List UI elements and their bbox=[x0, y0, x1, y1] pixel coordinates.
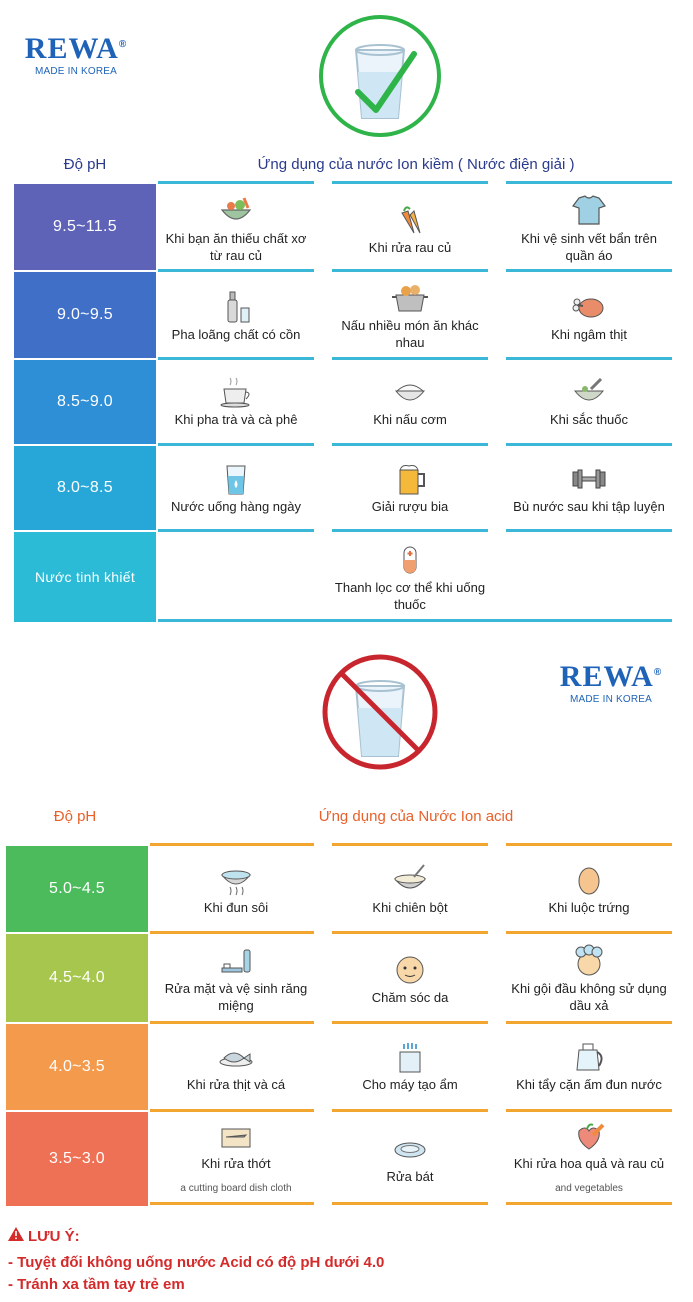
warning-icon bbox=[8, 1227, 24, 1245]
divider bbox=[332, 181, 488, 184]
divider bbox=[332, 529, 488, 532]
cooking-pot-icon bbox=[390, 281, 430, 315]
cell-note: a cutting board dish cloth bbox=[180, 1183, 292, 1194]
warning-title-text: LƯU Ý: bbox=[28, 1227, 80, 1245]
steaming-bowl-icon bbox=[216, 863, 256, 897]
alkaline-cell-clothes bbox=[506, 190, 672, 268]
toothbrush-icon bbox=[216, 944, 256, 978]
cell-text: Nước uống hàng ngày bbox=[171, 498, 301, 514]
divider bbox=[332, 269, 488, 272]
alkaline-cell-tea bbox=[158, 362, 314, 440]
acid-cell-hair bbox=[506, 938, 672, 1020]
warning-line: - Tránh xa tầm tay trẻ em bbox=[8, 1276, 185, 1293]
cutting-board-icon bbox=[216, 1119, 256, 1153]
acid-cell-frying bbox=[332, 850, 488, 928]
divider bbox=[506, 1021, 672, 1024]
divider bbox=[150, 931, 314, 934]
acid-cell-kettle bbox=[506, 1026, 672, 1106]
divider bbox=[332, 357, 488, 360]
ph-value-8.5-9.0: 8.5~9.0 bbox=[14, 360, 156, 444]
ph-value-8.0-8.5: 8.0~8.5 bbox=[14, 446, 156, 530]
acid-cell-boiling bbox=[158, 850, 314, 928]
meat-icon bbox=[569, 290, 609, 324]
cell-text: Giải rượu bia bbox=[371, 498, 449, 514]
ph-value-9.5-11.5: 9.5~11.5 bbox=[14, 184, 156, 270]
cell-text: Khi vệ sinh vết bẩn trên quần áo bbox=[521, 231, 657, 263]
divider bbox=[158, 443, 314, 446]
fruit-veg-icon bbox=[569, 1119, 609, 1153]
cell-text: Khi rửa thớt bbox=[201, 1156, 271, 1171]
divider bbox=[158, 357, 314, 360]
divider bbox=[332, 1021, 488, 1024]
mixing-bowl-icon bbox=[390, 863, 430, 897]
cell-text: Khi tẩy cặn ấm đun nước bbox=[516, 1076, 662, 1092]
divider bbox=[150, 1021, 314, 1024]
divider bbox=[332, 443, 488, 446]
alkaline-cell-rice bbox=[332, 362, 488, 440]
beer-mug-icon bbox=[390, 462, 430, 496]
kettle-icon bbox=[569, 1040, 609, 1074]
divider bbox=[506, 443, 672, 446]
rice-bowl-icon bbox=[390, 375, 430, 409]
cell-text: Nấu nhiều món ăn khác nhau bbox=[341, 318, 479, 350]
bottle-glass-icon bbox=[216, 290, 256, 324]
salad-bowl-icon bbox=[216, 194, 256, 228]
acid-ph-header: Độ pH bbox=[53, 808, 97, 825]
divider bbox=[506, 357, 672, 360]
water-glass-icon bbox=[216, 462, 256, 496]
divider bbox=[158, 619, 672, 622]
acid-cell-egg bbox=[506, 850, 672, 928]
ph-value-9.0-9.5: 9.0~9.5 bbox=[14, 272, 156, 358]
alkaline-cell-salad bbox=[158, 190, 314, 268]
divider bbox=[506, 843, 672, 846]
acid-cell-teeth bbox=[158, 938, 314, 1020]
cell-text: Khi gội đầu không sử dụng dầu xả bbox=[511, 981, 667, 1013]
ph-value-4.0-3.5: 4.0~3.5 bbox=[6, 1024, 148, 1110]
cell-note: and vegetables bbox=[555, 1183, 623, 1194]
cell-text: Khi rửa hoa quả và rau củ bbox=[513, 1156, 665, 1171]
cell-text: Cho máy tạo ẩm bbox=[362, 1076, 458, 1092]
acid-cell-skin bbox=[332, 938, 488, 1020]
acid-cell-dishes bbox=[332, 1118, 488, 1198]
cell-text: Thanh lọc cơ thể khi uống thuốc bbox=[334, 580, 486, 612]
cell-text: Khi bạn ăn thiếu chất xơ từ rau củ bbox=[165, 231, 307, 263]
divider bbox=[332, 1202, 488, 1205]
tea-cup-icon bbox=[216, 375, 256, 409]
divider bbox=[506, 1109, 672, 1112]
cell-text: Khi đun sôi bbox=[203, 899, 269, 915]
cell-text: Khi pha trà và cà phê bbox=[174, 411, 298, 427]
divider bbox=[158, 181, 314, 184]
acid-cell-fish bbox=[158, 1026, 314, 1106]
alkaline-cell-purify bbox=[332, 538, 488, 618]
alkaline-cell-medicine bbox=[506, 362, 672, 440]
cell-text: Khi sắc thuốc bbox=[549, 411, 629, 427]
alkaline-ph-header: Độ pH bbox=[63, 156, 107, 173]
alkaline-cell-alcohol bbox=[158, 276, 314, 356]
cell-text: Rửa bát bbox=[386, 1168, 434, 1184]
ph-value-5.0-4.5: 5.0~4.5 bbox=[6, 846, 148, 932]
cell-text: Chăm sóc da bbox=[371, 989, 449, 1005]
alkaline-cell-vegetables bbox=[332, 190, 488, 268]
face-icon bbox=[390, 953, 430, 987]
pill-icon bbox=[390, 543, 430, 577]
divider bbox=[506, 181, 672, 184]
cell-text: Khi chiên bột bbox=[372, 899, 448, 915]
divider bbox=[506, 529, 672, 532]
fish-icon bbox=[216, 1040, 256, 1074]
mortar-icon bbox=[569, 375, 609, 409]
divider bbox=[332, 843, 488, 846]
divider bbox=[150, 1202, 314, 1205]
divider bbox=[150, 1109, 314, 1112]
alkaline-cell-cooking bbox=[332, 276, 488, 356]
glass-check-badge bbox=[318, 14, 442, 138]
humidifier-icon bbox=[390, 1040, 430, 1074]
alkaline-cell-hangover bbox=[332, 448, 488, 528]
divider bbox=[150, 843, 314, 846]
warning-line: - Tuyệt đối không uống nước Acid có độ pH dưới 4.0 bbox=[8, 1254, 385, 1271]
divider bbox=[332, 931, 488, 934]
rewa-logo-mid: REWA® MADE IN KOREA bbox=[559, 660, 663, 705]
dumbbell-icon bbox=[569, 462, 609, 496]
cell-text: Khi rửa thịt và cá bbox=[186, 1076, 286, 1092]
glass-prohibited-badge bbox=[320, 652, 440, 772]
shirt-icon bbox=[569, 194, 609, 228]
alkaline-cell-meat bbox=[506, 276, 672, 356]
cell-text: Rửa mặt và vệ sinh răng miệng bbox=[164, 981, 308, 1013]
acid-cell-humidifier bbox=[332, 1026, 488, 1106]
acid-application-header: Ứng dụng của Nước Ion acid bbox=[318, 808, 514, 825]
acid-cell-fruit bbox=[506, 1118, 672, 1198]
cell-text: Khi luộc trứng bbox=[548, 899, 630, 915]
acid-cell-cutting-board bbox=[158, 1118, 314, 1198]
divider bbox=[506, 1202, 672, 1205]
warning-title bbox=[8, 1227, 80, 1245]
alkaline-cell-workout bbox=[506, 448, 672, 528]
egg-icon bbox=[569, 863, 609, 897]
hair-wash-icon bbox=[569, 944, 609, 978]
cell-text: Khi ngâm thịt bbox=[551, 326, 627, 342]
ph-value-3.5-3.0: 3.5~3.0 bbox=[6, 1112, 148, 1206]
vegetables-icon bbox=[390, 203, 430, 237]
divider bbox=[506, 269, 672, 272]
cell-text: Pha loãng chất có cồn bbox=[171, 326, 301, 342]
cell-text: Khi rửa rau củ bbox=[368, 239, 452, 255]
divider bbox=[158, 269, 314, 272]
divider bbox=[158, 529, 314, 532]
ph-value-4.5-4.0: 4.5~4.0 bbox=[6, 934, 148, 1022]
cell-text: Khi nấu cơm bbox=[373, 411, 447, 427]
rewa-logo-top: REWA® MADE IN KOREA bbox=[24, 32, 128, 77]
alkaline-cell-drinking bbox=[158, 448, 314, 528]
ph-value-pure-water: Nước tinh khiết bbox=[14, 532, 156, 622]
dish-icon bbox=[390, 1132, 430, 1166]
alkaline-application-header: Ứng dụng của nước Ion kiềm ( Nước điện giải ) bbox=[257, 156, 575, 173]
divider bbox=[332, 1109, 488, 1112]
cell-text: Bù nước sau khi tập luyện bbox=[513, 498, 665, 514]
divider bbox=[506, 931, 672, 934]
